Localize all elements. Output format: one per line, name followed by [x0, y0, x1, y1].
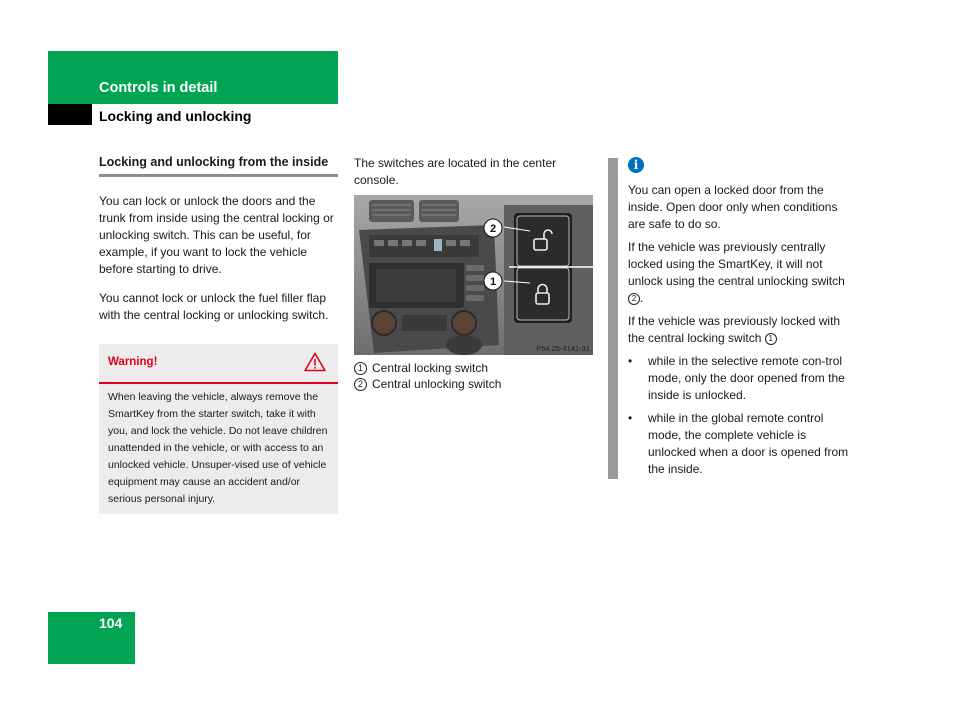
info-paragraph-2-end: . [640, 291, 644, 305]
bullet-text: while in the global remote control mode, the complete vehicle is unlocked when a door is opened from the inside. [648, 411, 849, 476]
bullet-item [628, 410, 850, 478]
center-console-illustration [354, 195, 593, 355]
ref-number: 2 [628, 293, 640, 305]
info-paragraph-1: You can open a locked door from the inside. Open door only when conditions are safe to do so. [628, 183, 838, 231]
info-paragraph-2 [628, 239, 850, 307]
center-console-photo [354, 195, 593, 355]
subsection-title: Locking and unlocking [99, 108, 252, 124]
info-icon: i [628, 157, 644, 173]
bullet-dot: • [628, 411, 633, 425]
callout-1: 1 [489, 276, 497, 288]
section-title: Controls in detail [99, 80, 218, 96]
bullet-text: while in the selective remote con-trol mode, only the door opened from the inside is unlocked. [648, 354, 845, 402]
info-sidebar-bar [608, 158, 618, 479]
legend-number: 2 [354, 378, 367, 391]
bullet-item [628, 353, 850, 404]
warning-label: Warning! [108, 356, 158, 368]
left-column [99, 155, 338, 514]
callout-2: 2 [489, 223, 497, 235]
legend-text: Central unlocking switch [372, 377, 502, 391]
warning-header [99, 344, 338, 384]
left-heading: Locking and unlocking from the inside [99, 155, 338, 177]
legend-text: Central locking switch [372, 361, 489, 375]
middle-intro: The switches are located in the center console. [354, 156, 557, 187]
legend-item [354, 376, 594, 392]
photo-legend [354, 360, 594, 392]
header-band [48, 51, 338, 104]
bullet-dot: • [628, 354, 633, 368]
warning-box [99, 344, 338, 514]
page-number: 104 [99, 615, 123, 631]
warning-triangle-icon [304, 352, 326, 372]
left-paragraph-1: You can lock or unlock the doors and the trunk from inside using the central locking or unlocking switch. This can be useful, for example, if you want to lock the vehicle before starting to drive. [99, 194, 334, 276]
info-paragraph-2-text: If the vehicle was previously centrally locked using the SmartKey, it will not unlock using the central unlocking switch [628, 240, 845, 288]
ref-number: 1 [765, 333, 777, 345]
middle-column [354, 155, 594, 189]
info-paragraph-3-text: If the vehicle was previously locked with the central locking switch [628, 314, 841, 345]
left-paragraph-2: You cannot lock or unlock the fuel filler flap with the central locking or unlocking switch. [99, 291, 329, 322]
right-column [628, 155, 850, 478]
photo-code: P54.25-4141-31 [536, 344, 590, 353]
info-paragraph-3 [628, 313, 850, 347]
warning-text: When leaving the vehicle, always remove the SmartKey from the starter switch, take it with you, and lock the vehicle. Do not leave children unattended in the vehicle, or with access to an unlocked vehicle. Unsuper-vised use of vehicle equipment may cause an accident and/or serious personal injury. [108, 391, 328, 505]
legend-item [354, 360, 594, 376]
legend-number: 1 [354, 362, 367, 375]
header-tab-marker [48, 104, 92, 125]
